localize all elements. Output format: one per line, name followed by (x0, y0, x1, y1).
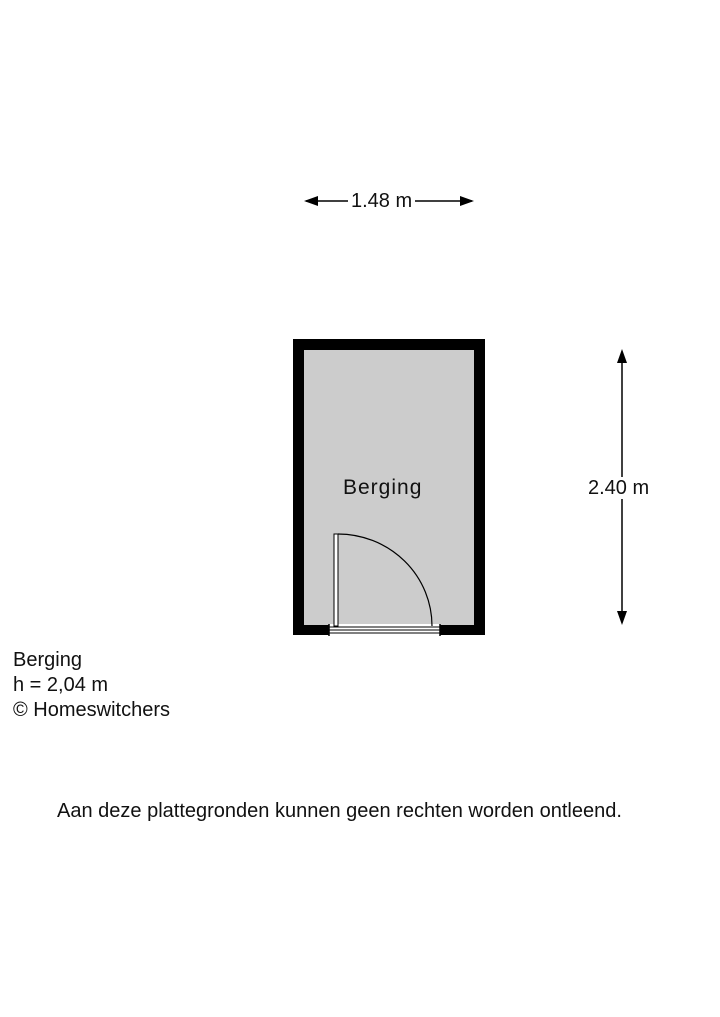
width-dimension-label: 1.48 m (348, 190, 415, 212)
height-dimension-label: 2.40 m (585, 477, 652, 499)
disclaimer-text: Aan deze plattegronden kunnen geen rechten worden ontleend. (57, 800, 622, 822)
arrow-down-icon (617, 611, 627, 625)
door-leaf (334, 534, 338, 626)
legend-room-name: Berging (13, 649, 82, 671)
wall-segment-left (293, 625, 329, 635)
legend (13, 648, 170, 723)
legend-ceiling-height: h = 2,04 m (13, 674, 109, 696)
arrow-right-icon (460, 196, 474, 206)
room-label: Berging (343, 476, 423, 499)
wall-segment-right (440, 625, 485, 635)
arrow-left-icon (304, 196, 318, 206)
legend-copyright: © Homeswitchers (13, 699, 170, 721)
arrow-up-icon (617, 349, 627, 363)
